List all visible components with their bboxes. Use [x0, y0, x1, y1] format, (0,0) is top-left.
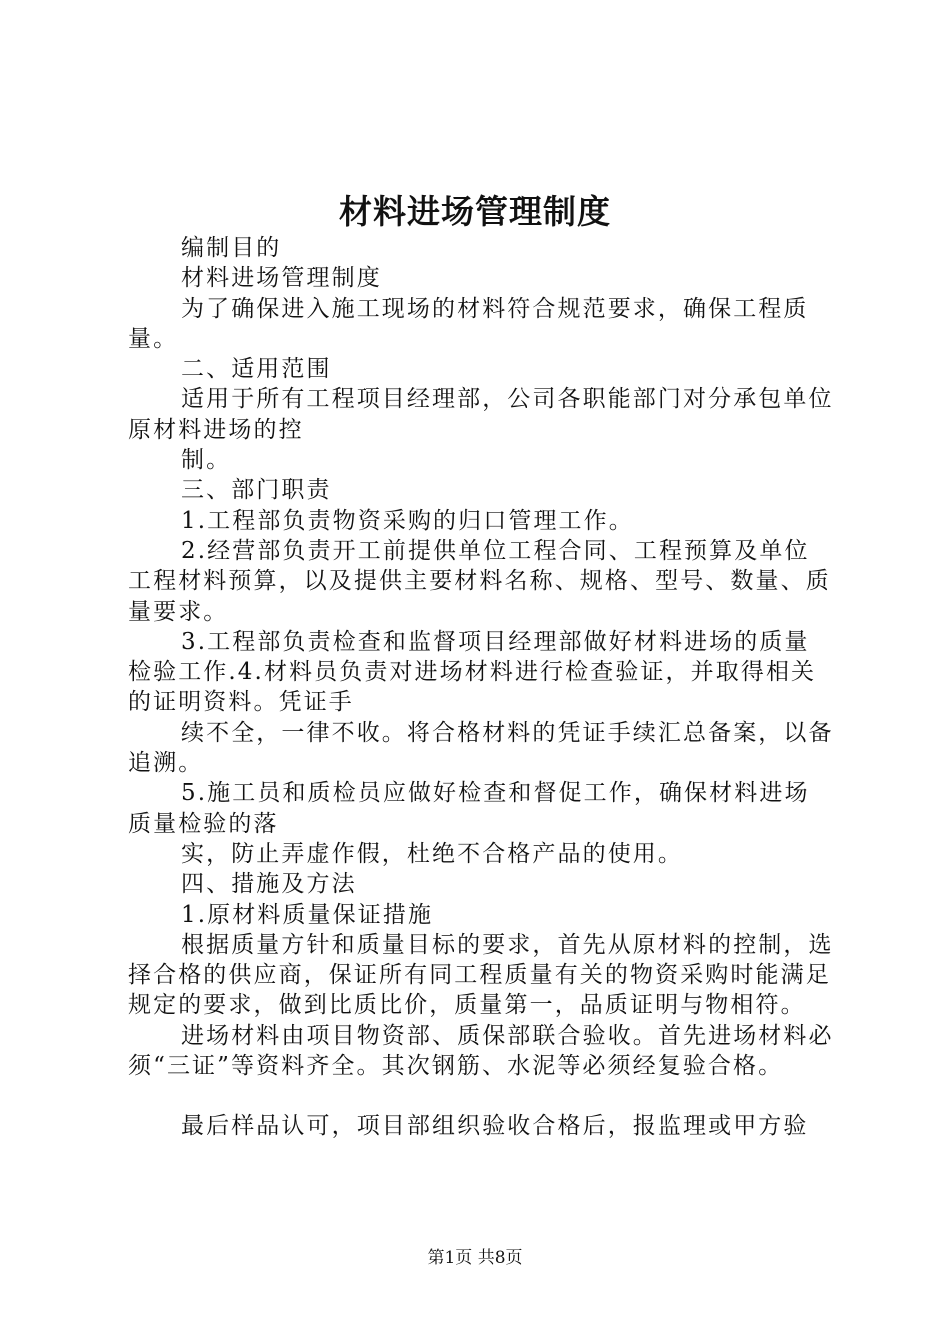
paragraph: 三、部门职责: [181, 477, 332, 504]
paragraph: 为了确保进入施工现场的材料符合规范要求，确保工程质量。: [128, 295, 809, 352]
paragraph: 材料进场管理制度: [181, 265, 382, 292]
document-body: [128, 233, 834, 1142]
paragraph: 最后样品认可，项目部组织验收合格后，报监理或甲方验: [181, 1113, 809, 1140]
paragraph: 1.工程部负责物资采购的归口管理工作。: [181, 507, 634, 534]
document-title: 材料进场管理制度: [339, 192, 611, 231]
paragraph: 续不全，一律不收。将合格材料的凭证手续汇总备案，以备追溯。: [128, 719, 834, 777]
paragraph: 进场材料由项目物资部、质保部联合验收。首先进场材料必须“三证”等资料齐全。其次钢筋、水泥等必须经复验合格。: [128, 1022, 834, 1080]
paragraph: 1.原材料质量保证措施: [181, 901, 434, 928]
paragraph: 制。: [181, 447, 232, 474]
paragraph: 适用于所有工程项目经理部，公司各职能部门对分承包单位原材料进场的控: [128, 386, 834, 443]
paragraph: 实，防止弄虚作假，杜绝不合格产品的使用。: [181, 840, 683, 867]
paragraph: 编制目的: [181, 235, 282, 261]
paragraph: 二、适用范围: [181, 356, 332, 383]
paragraph: 2.经营部负责开工前提供单位工程合同、工程预算及单位工程材料预算，以及提供主要材料名称、规格、型号、数量、质量要求。: [128, 537, 831, 625]
paragraph: 四、措施及方法: [181, 871, 357, 898]
page-number-footer: 第1页 共8页: [427, 1248, 523, 1268]
paragraph: 3.工程部负责检查和监督项目经理部做好材料进场的质量检验工作.4.材料员负责对进场材料进行检查验证，并取得相关的证明资料。凭证手: [128, 628, 817, 716]
paragraph: 5.施工员和质检员应做好检查和督促工作，确保材料进场质量检验的落: [128, 780, 810, 837]
paragraph: 根据质量方针和质量目标的要求，首先从原材料的控制，选择合格的供应商，保证所有同工程质量有关的物资采购时能满足规定的要求，做到比质比价，质量第一，品质证明与物相符。: [128, 931, 834, 1019]
